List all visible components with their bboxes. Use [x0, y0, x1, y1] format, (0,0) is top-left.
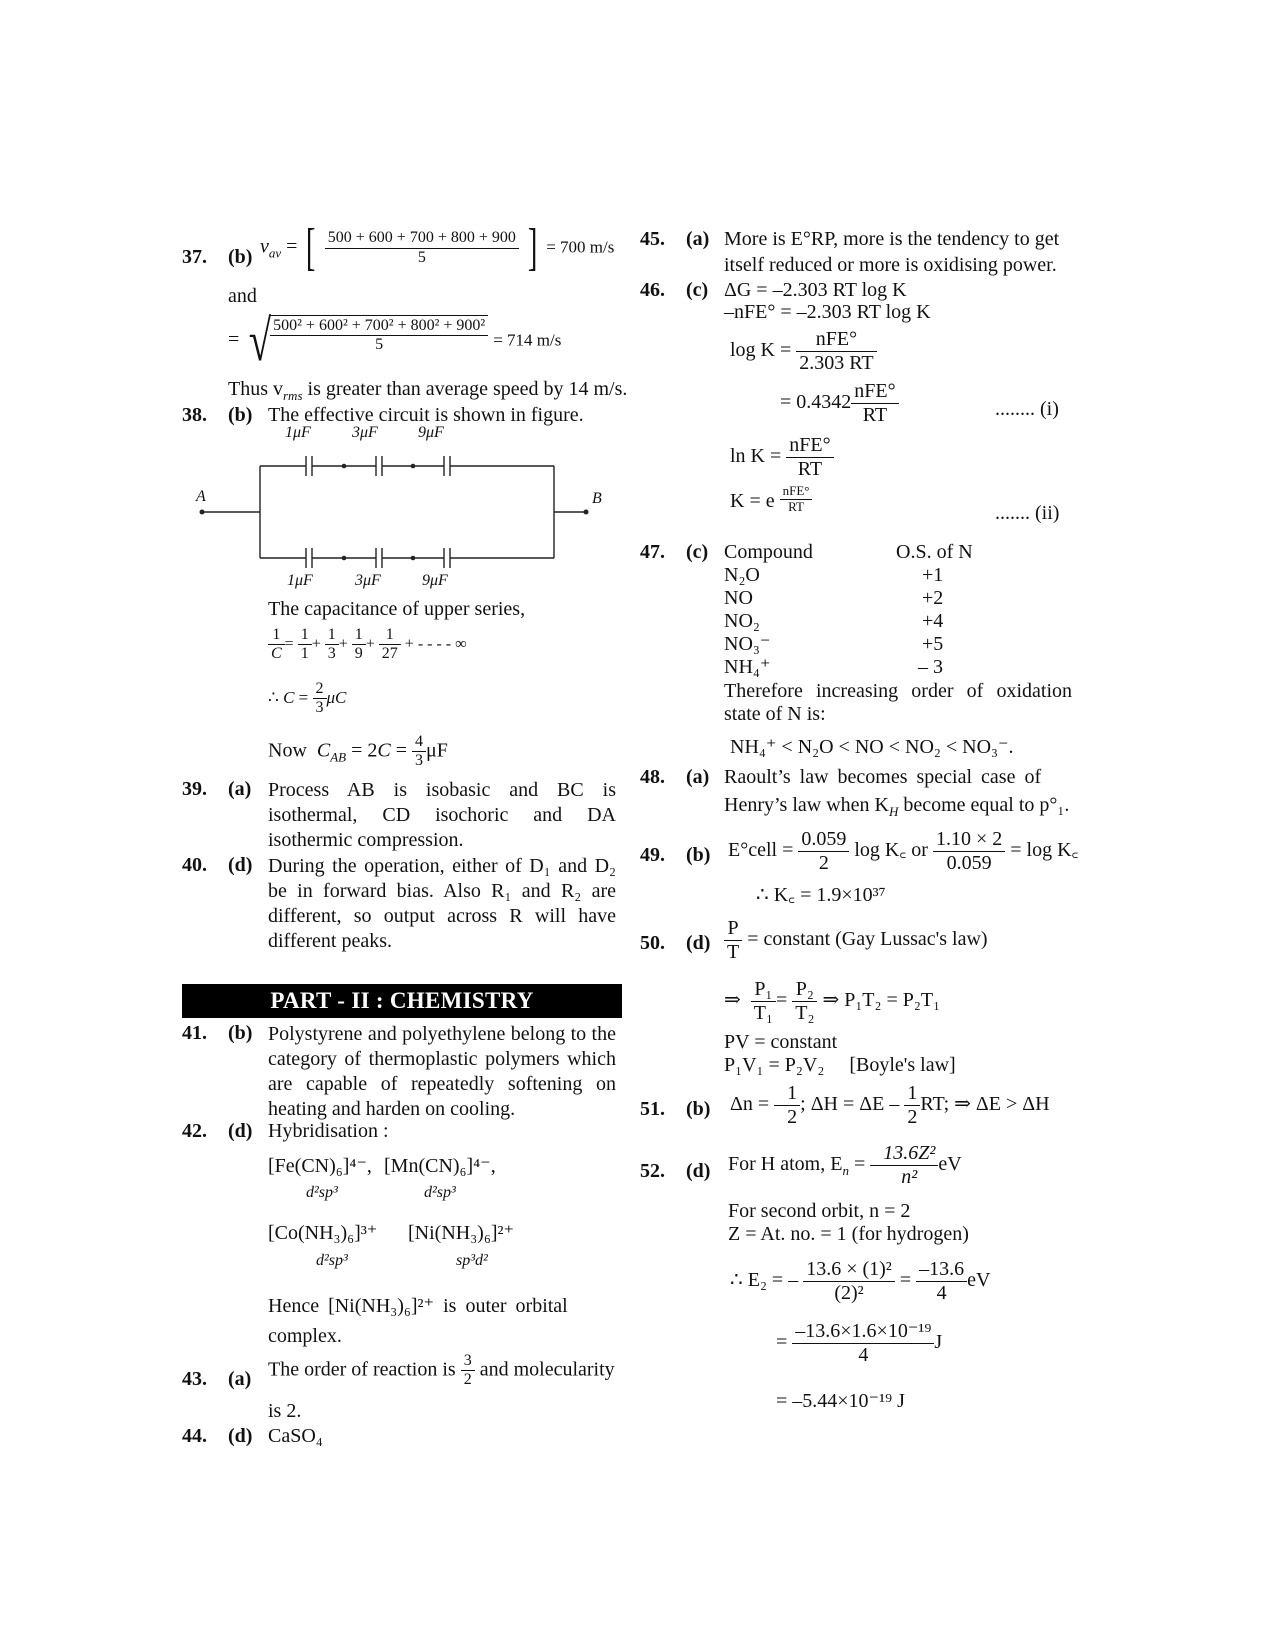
- question-number: 44.: [182, 1425, 207, 1447]
- vrms-result: = 714 m/s: [493, 330, 562, 350]
- c-value-equation: ∴ C = $\frac{2}{3}$ μC: [268, 680, 347, 717]
- part-title-bar: [182, 984, 622, 1018]
- atomic-number-text: Z = At. no. = 1 (for hydrogen): [728, 1223, 969, 1245]
- cab-equation: Now $C_{AB} = 2C$ = $\frac{4}{3}$ μF: [268, 733, 448, 770]
- os-value: – 3: [918, 656, 943, 678]
- final-energy: = –5.44×10⁻¹⁹ J: [776, 1390, 905, 1412]
- complex-co: [Co(NH₃)₆]³⁺: [268, 1222, 378, 1244]
- q40-text: During the operation, either of D₁ and D₂ be in forward bias. Also R₁ and R₂ are different, so output across R will have different peaks.: [268, 855, 616, 952]
- upper-cap-2-label: 3μF: [352, 424, 378, 441]
- second-orbit-text: For second orbit, n = 2: [728, 1200, 911, 1222]
- question-number: 43.: [182, 1368, 207, 1390]
- hyb-fe: d²sp³: [306, 1184, 338, 1201]
- upper-cap-1-label: 1μF: [285, 424, 311, 441]
- answer-option: (d): [686, 932, 711, 954]
- capacitor-circuit-diagram: [190, 430, 610, 595]
- upper-cap-3-label: 9μF: [418, 424, 444, 441]
- energy-formula: For H atom, $E_n$ = – $\frac{\text{13.6Z²}}{\text{n²}}$ eV: [728, 1142, 962, 1188]
- answer-option: (a): [686, 766, 710, 788]
- lower-cap-3-label: 9μF: [422, 572, 448, 589]
- answer-option: (b): [686, 844, 711, 866]
- question-number: 37.: [182, 246, 207, 268]
- pt-relation: ⇒ $\frac{\text{P₁}}{\text{T₁}}$ = $\frac{\text{P₂}}{\text{T₂}}$ ⇒ P₁T₂ = P₂T₁: [724, 978, 941, 1024]
- compound-row: NH₄⁺: [724, 656, 771, 678]
- q46-eq-2: –nFE° = –2.303 RT log K: [724, 301, 931, 323]
- q43-text-end: is 2.: [268, 1400, 302, 1422]
- q42-conclusion: Hence [Ni(NH₃)₆]²⁺ is outer orbital: [268, 1295, 568, 1317]
- question-number: 41.: [182, 1022, 207, 1044]
- boyle-equation: P₁V₁ = P₂V₂ [Boyle's law]: [724, 1054, 956, 1076]
- q45-line-1: More is E°RP, more is the tendency to get: [724, 228, 1060, 250]
- q46-eq-1: ΔG = –2.303 RT log K: [724, 279, 907, 301]
- question-number: 39.: [182, 778, 207, 800]
- vav-fraction: $\frac{500 + 600 + 700 + 800 + 900}{5}$: [325, 229, 519, 267]
- vav-subscript: av: [268, 245, 282, 261]
- logk-equation: log K = $\frac{\text{nFE°}}{2.303 RT}$: [730, 328, 877, 375]
- vav-result: = 700 m/s: [546, 237, 615, 257]
- oxidation-order: NH₄⁺ < N₂O < NO < NO₂ < NO₃⁻.: [730, 736, 1014, 758]
- question-number: 45.: [640, 228, 665, 250]
- answer-option: (c): [686, 541, 709, 563]
- col-compound: Compound: [724, 541, 813, 563]
- q48-line-2: Henry’s law when $K_H$ become equal to p°₁.: [724, 794, 1070, 819]
- answer-option: (b): [686, 1098, 711, 1120]
- complex-ni: [Ni(NH₃)₆]²⁺: [408, 1222, 515, 1244]
- delta-n-equation: Δn = – $\frac{1}{2}$ ; ΔH = ΔE – $\frac{1}{2}$ RT; ⇒ ΔE > ΔH: [730, 1082, 1050, 1128]
- logk-constant-equation: = 0.4342 $\frac{\text{nFE°}}{RT}$: [780, 380, 899, 427]
- series-equation: $\frac{1}{C}$ = $\frac{1}{1}$ + $\frac{1}{3}$ + $\frac{1}{9}$ + $\frac{1}{27}$ + - - - - ∞: [268, 626, 467, 664]
- gay-lussac-equation: $\frac{P}{T}$ = constant (Gay Lussac's law): [724, 917, 988, 964]
- question-number: 50.: [640, 932, 665, 954]
- answer-option: (d): [228, 1425, 253, 1447]
- lower-cap-1-label: 1μF: [287, 572, 313, 589]
- hybridisation-heading: Hybridisation :: [268, 1120, 389, 1142]
- hyb-ni: sp³d²: [456, 1252, 488, 1269]
- q44-text: CaSO₄: [268, 1425, 323, 1447]
- question-number: 49.: [640, 844, 665, 866]
- node-b-label: B: [592, 490, 602, 507]
- vav-symbol: v: [260, 235, 269, 258]
- kc-result: ∴ K꜀ = 1.9×10³⁷: [756, 884, 886, 906]
- q42-conclusion-end: complex.: [268, 1325, 342, 1347]
- lower-cap-2-label: 3μF: [355, 572, 381, 589]
- compound-row: N₂O: [724, 564, 760, 586]
- e2-equation: ∴ E₂ = – $\frac{\text{13.6 × (1)²}}{\text{(2)²}}$ = $\frac{-13.6}{4}$ eV: [730, 1258, 991, 1304]
- complex-mn: [Mn(CN)₆]⁴⁻,: [384, 1155, 496, 1177]
- ecell-equation: E°cell = $\frac{0.059}{2}$ log K꜀ or $\frac{1.10 \times 2}{0.059}$ = log K꜀: [728, 828, 1079, 874]
- answer-option: (b): [228, 404, 253, 426]
- answer-option: (d): [686, 1160, 711, 1182]
- os-value: +4: [922, 610, 944, 632]
- hyb-co: d²sp³: [316, 1252, 348, 1269]
- answer-option: (b): [228, 1022, 253, 1044]
- question-number: 38.: [182, 404, 207, 426]
- q38-text: The effective circuit is shown in figure.: [268, 404, 584, 426]
- marker-ii: ....... (ii): [995, 502, 1060, 524]
- answer-option: (b): [228, 246, 253, 268]
- vrms-equation: = √ $\frac{\text{500² + 600² + 700² + 800² + 900²}}{5}$ = 714 m/s: [228, 308, 562, 373]
- k-equation: K = e $\frac{\text{nFE°}}{RT}$: [730, 490, 812, 515]
- answer-option: (d): [228, 1120, 253, 1142]
- os-value: +2: [922, 587, 944, 609]
- node-a-label: A: [196, 488, 206, 505]
- part-title: PART - II : CHEMISTRY: [270, 988, 534, 1013]
- upper-series-text: The capacitance of upper series,: [268, 598, 526, 620]
- question-number: 52.: [640, 1160, 665, 1182]
- marker-i: ........ (i): [995, 398, 1059, 420]
- q39-text: Process AB is isobasic and BC is isothermal, CD isochoric and DA isothermic compression.: [268, 779, 616, 851]
- question-number: 51.: [640, 1098, 665, 1120]
- os-value: +5: [922, 633, 944, 655]
- answer-option: (a): [686, 228, 710, 250]
- node-a-dot: [200, 510, 205, 515]
- q47-conclusion: Therefore increasing order of oxidation state of N is:: [724, 680, 1072, 725]
- q43-text: The order of reaction is $\frac{3}{2}$ and molecularity: [268, 1352, 615, 1389]
- node-b-dot: [584, 510, 589, 515]
- os-value: +1: [922, 564, 944, 586]
- answer-option: (a): [228, 778, 252, 800]
- q48-line-1: Raoult’s law becomes special case of: [724, 766, 1042, 788]
- question-number: 48.: [640, 766, 665, 788]
- lnk-equation: ln K = $\frac{\text{nFE°}}{RT}$: [730, 434, 834, 481]
- compound-row: NO₂: [724, 610, 760, 632]
- pv-constant: PV = constant: [724, 1031, 838, 1053]
- answer-option: (a): [228, 1368, 252, 1390]
- question-number: 46.: [640, 279, 665, 301]
- q45-line-2: itself reduced or more is oxidising power.: [724, 254, 1057, 276]
- compound-row: NO₃⁻: [724, 633, 771, 655]
- question-number: 47.: [640, 541, 665, 563]
- joule-conversion: = $\frac{\text{–13.6×1.6×10⁻¹⁹}}{4}$ J: [776, 1320, 943, 1366]
- col-oxidation-state: O.S. of N: [896, 541, 973, 563]
- vav-equation: $v_{av}$ = [ $\frac{500 + 600 + 700 + 800 + 900}{5}$ ] = 700 m/s: [260, 219, 615, 276]
- hyb-mn: d²sp³: [424, 1184, 456, 1201]
- compound-row: NO: [724, 587, 753, 609]
- q41-text: Polystyrene and polyethylene belong to the category of thermoplastic polymers which are capable of repeatedly softening on heating and harden on cooling.: [268, 1023, 616, 1120]
- answer-option: (d): [228, 854, 253, 876]
- and-text: and: [228, 285, 257, 307]
- question-number: 40.: [182, 854, 207, 876]
- complex-fe: [Fe(CN)₆]⁴⁻,: [268, 1155, 372, 1177]
- question-number: 42.: [182, 1120, 207, 1142]
- q37-conclusion: Thus $v_{rms}$ is greater than average speed by 14 m/s.: [228, 378, 628, 403]
- answer-option: (c): [686, 279, 709, 301]
